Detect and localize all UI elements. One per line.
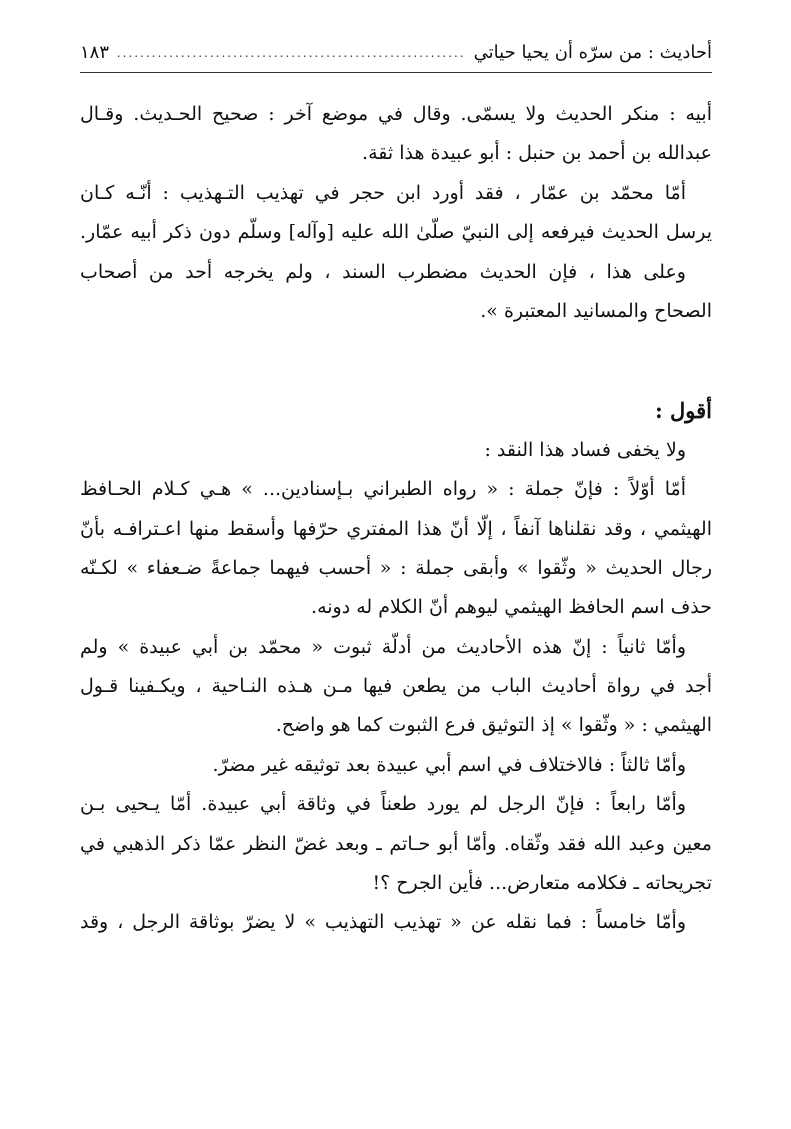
text-line: وأمّا ثانياً : إنّ هذه الأحاديث من أدلّة ثبوت « محمّد بن أبي عبيدة » ولم — [80, 635, 686, 658]
text-line: أمّا محمّد بن عمّار ، فقد أورد ابن حجر في تهذيب التـهذيب : أنّـه كـان — [80, 181, 686, 204]
text-line: الهيثمي : « وثّقوا » إذ التوثيق فرع الثبوت كما هو واضح. — [275, 714, 712, 737]
paragraph — [80, 431, 712, 470]
header-title: أحاديث : من سرّه أن يحيا حياتي — [473, 42, 712, 63]
paragraph — [80, 785, 712, 903]
text-line: وأمّا خامساً : فما نقله عن « تهذيب التهذيب » لا يضرّ بوثاقة الرجل ، وقد — [80, 911, 686, 934]
text-line: حذف اسم الحافظ الهيثمي ليوهم أنّ الكلام له دونه. — [311, 596, 712, 619]
paragraph — [80, 628, 712, 746]
paragraph — [80, 903, 712, 942]
paragraph — [80, 95, 712, 174]
header-rule — [80, 72, 712, 73]
paragraph — [80, 746, 712, 785]
page-number: ١٨٣ — [80, 42, 110, 63]
text-line: الصحاح والمسانيد المعتبرة ». — [480, 299, 712, 322]
text-line: أجد في رواة أحاديث الباب من يطعن فيها مـن هـذه النـاحية ، ويكـفينا قـول — [80, 675, 712, 698]
header-dot-leader — [117, 47, 466, 59]
paragraph — [80, 253, 712, 332]
section-gap — [80, 331, 712, 391]
running-header — [80, 34, 712, 64]
text-line: وعلى هذا ، فإن الحديث مضطرب السند ، ولم يخرجه أحد من أصحاب — [80, 260, 686, 283]
paragraph — [80, 470, 712, 628]
text-line: يرسل الحديث فيرفعه إلى النبيّ صلّىٰ الله عليه [وآله] وسلّم دون ذكر أبيه عمّار. — [80, 221, 712, 244]
text-line: أبيه : منكر الحديث ولا يسمّى. وقال في موضع آخر : صحيح الحـديث. وقـال — [80, 103, 712, 125]
paragraph — [80, 174, 712, 253]
text-line: وأمّا ثالثاً : فالاختلاف في اسم أبي عبيدة بعد توثيقه غير مضرّ. — [212, 753, 686, 776]
text-line: الهيثمي ، وقد نقلناها آنفاً ، إلّا أنّ هذا المفتري حرّفها وأسقط منها اعـترافـه بأنّ — [80, 517, 712, 540]
text-line: أمّا أوّلاً : فإنّ جملة : « رواه الطبراني بـإسنادين... » هـي كـلام الحـافظ — [80, 478, 686, 501]
section-heading: أقول : — [654, 398, 712, 424]
text-line: عبدالله بن أحمد بن حنبل : أبو عبيدة هذا ثقة. — [362, 142, 712, 165]
text-line: ولا يخفى فساد هذا النقد : — [484, 438, 686, 461]
text-line: معين وعبد الله فقد وثّقاه. وأمّا أبو حـاتم ـ وبعد غضّ النظر عمّا ذكر الذهبي في — [80, 832, 712, 855]
text-line: رجال الحديث « وثّقوا » وأبقى جملة : « أحسب فيهما جماعةً ضـعفاء » لكـنّه — [80, 556, 712, 579]
text-line: تجريحاته ـ فكلامه متعارض... فأين الجرح ؟! — [372, 872, 712, 895]
page-body — [80, 95, 712, 943]
text-line: وأمّا رابعاً : فإنّ الرجل لم يورد طعناً في وثاقة أبي عبيدة. أمّا يـحيى بـن — [80, 793, 686, 816]
